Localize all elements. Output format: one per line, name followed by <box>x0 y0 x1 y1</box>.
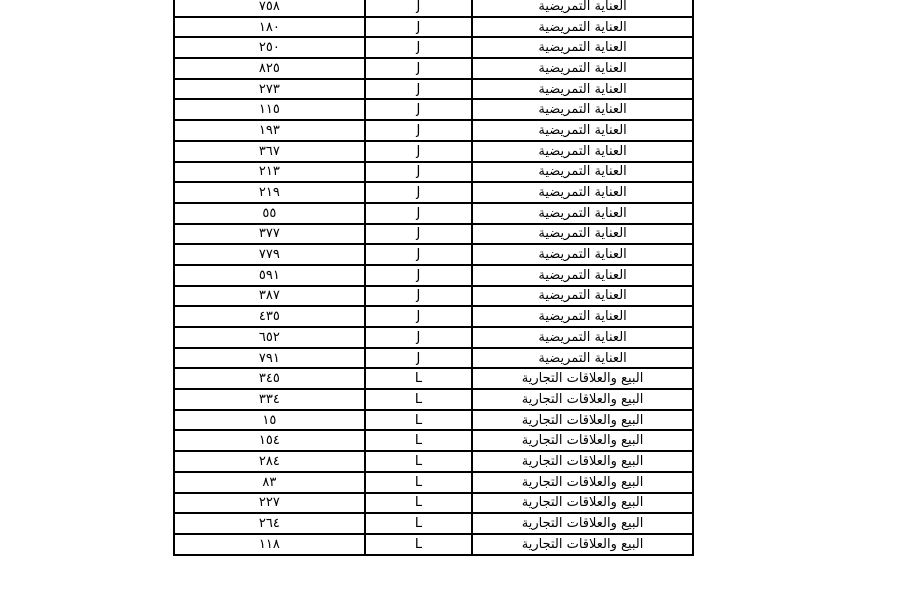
specialization-cell: العناية التمريضية <box>472 79 693 100</box>
table-row <box>174 224 693 245</box>
number-cell: ١١٥ <box>174 99 365 120</box>
code-cell: L <box>365 493 472 514</box>
specialization-cell: البيع والعلاقات التجارية <box>472 410 693 431</box>
table-row <box>174 17 693 38</box>
table-row <box>174 451 693 472</box>
table-row <box>174 58 693 79</box>
code-cell: L <box>365 534 472 555</box>
specialization-cell: العناية التمريضية <box>472 244 693 265</box>
number-cell: ٦٥٢ <box>174 327 365 348</box>
specialization-cell: العناية التمريضية <box>472 17 693 38</box>
specialization-cell: العناية التمريضية <box>472 327 693 348</box>
specialization-cell: البيع والعلاقات التجارية <box>472 513 693 534</box>
code-cell: L <box>365 472 472 493</box>
number-cell: ١٨٠ <box>174 17 365 38</box>
number-cell: ٢٨٤ <box>174 451 365 472</box>
specialization-cell: البيع والعلاقات التجارية <box>472 472 693 493</box>
number-cell: ٣٣٤ <box>174 389 365 410</box>
number-cell: ٧٥٨ <box>174 0 365 17</box>
table-row <box>174 37 693 58</box>
table-row <box>174 327 693 348</box>
code-cell: L <box>365 451 472 472</box>
table-row <box>174 389 693 410</box>
code-cell: J <box>365 265 472 286</box>
table-row <box>174 368 693 389</box>
specialization-cell: العناية التمريضية <box>472 306 693 327</box>
number-cell: ٢١٣ <box>174 162 365 183</box>
specialization-cell: العناية التمريضية <box>472 182 693 203</box>
specialization-cell: العناية التمريضية <box>472 99 693 120</box>
code-cell: L <box>365 389 472 410</box>
results-table <box>173 0 694 556</box>
code-cell: J <box>365 348 472 369</box>
number-cell: ١٥ <box>174 410 365 431</box>
code-cell: L <box>365 410 472 431</box>
table-row <box>174 306 693 327</box>
table-row <box>174 472 693 493</box>
code-cell: J <box>365 306 472 327</box>
table-row <box>174 430 693 451</box>
table-row <box>174 534 693 555</box>
number-cell: ٧٧٩ <box>174 244 365 265</box>
number-cell: ٣٨٧ <box>174 286 365 307</box>
specialization-cell: العناية التمريضية <box>472 203 693 224</box>
specialization-cell: العناية التمريضية <box>472 348 693 369</box>
code-cell: J <box>365 141 472 162</box>
specialization-cell: العناية التمريضية <box>472 0 693 17</box>
table-row <box>174 493 693 514</box>
code-cell: J <box>365 327 472 348</box>
specialization-cell: العناية التمريضية <box>472 286 693 307</box>
specialization-cell: البيع والعلاقات التجارية <box>472 430 693 451</box>
number-cell: ١٩٣ <box>174 120 365 141</box>
number-cell: ٥٩١ <box>174 265 365 286</box>
code-cell: J <box>365 244 472 265</box>
table-row <box>174 203 693 224</box>
number-cell: ٨٣ <box>174 472 365 493</box>
table-row <box>174 348 693 369</box>
table-row <box>174 141 693 162</box>
code-cell: L <box>365 368 472 389</box>
code-cell: J <box>365 224 472 245</box>
table-row <box>174 286 693 307</box>
table-row <box>174 79 693 100</box>
code-cell: J <box>365 182 472 203</box>
number-cell: ٢٢٧ <box>174 493 365 514</box>
results-table-body <box>174 0 693 555</box>
table-row <box>174 265 693 286</box>
code-cell: L <box>365 430 472 451</box>
specialization-cell: العناية التمريضية <box>472 141 693 162</box>
specialization-cell: العناية التمريضية <box>472 162 693 183</box>
table-row <box>174 120 693 141</box>
code-cell: J <box>365 162 472 183</box>
specialization-cell: البيع والعلاقات التجارية <box>472 368 693 389</box>
code-cell: J <box>365 99 472 120</box>
code-cell: J <box>365 37 472 58</box>
table-row <box>174 410 693 431</box>
table-row <box>174 99 693 120</box>
specialization-cell: العناية التمريضية <box>472 265 693 286</box>
number-cell: ١٥٤ <box>174 430 365 451</box>
number-cell: ٢٥٠ <box>174 37 365 58</box>
table-row <box>174 244 693 265</box>
number-cell: ٢٦٤ <box>174 513 365 534</box>
number-cell: ٢١٩ <box>174 182 365 203</box>
code-cell: J <box>365 203 472 224</box>
number-cell: ٢٧٣ <box>174 79 365 100</box>
table-row <box>174 182 693 203</box>
code-cell: J <box>365 79 472 100</box>
specialization-cell: العناية التمريضية <box>472 37 693 58</box>
specialization-cell: البيع والعلاقات التجارية <box>472 534 693 555</box>
specialization-cell: العناية التمريضية <box>472 58 693 79</box>
number-cell: ٣٧٧ <box>174 224 365 245</box>
number-cell: ٧٩١ <box>174 348 365 369</box>
table-row <box>174 162 693 183</box>
specialization-cell: البيع والعلاقات التجارية <box>472 451 693 472</box>
table-row <box>174 513 693 534</box>
number-cell: ٨٢٥ <box>174 58 365 79</box>
code-cell: J <box>365 0 472 17</box>
specialization-cell: العناية التمريضية <box>472 120 693 141</box>
specialization-cell: البيع والعلاقات التجارية <box>472 389 693 410</box>
code-cell: J <box>365 286 472 307</box>
code-cell: L <box>365 513 472 534</box>
specialization-cell: البيع والعلاقات التجارية <box>472 493 693 514</box>
code-cell: J <box>365 17 472 38</box>
code-cell: J <box>365 58 472 79</box>
code-cell: J <box>365 120 472 141</box>
number-cell: ٥٥ <box>174 203 365 224</box>
number-cell: ١١٨ <box>174 534 365 555</box>
number-cell: ٣٤٥ <box>174 368 365 389</box>
specialization-cell: العناية التمريضية <box>472 224 693 245</box>
number-cell: ٤٣٥ <box>174 306 365 327</box>
table-row <box>174 0 693 17</box>
number-cell: ٣٦٧ <box>174 141 365 162</box>
